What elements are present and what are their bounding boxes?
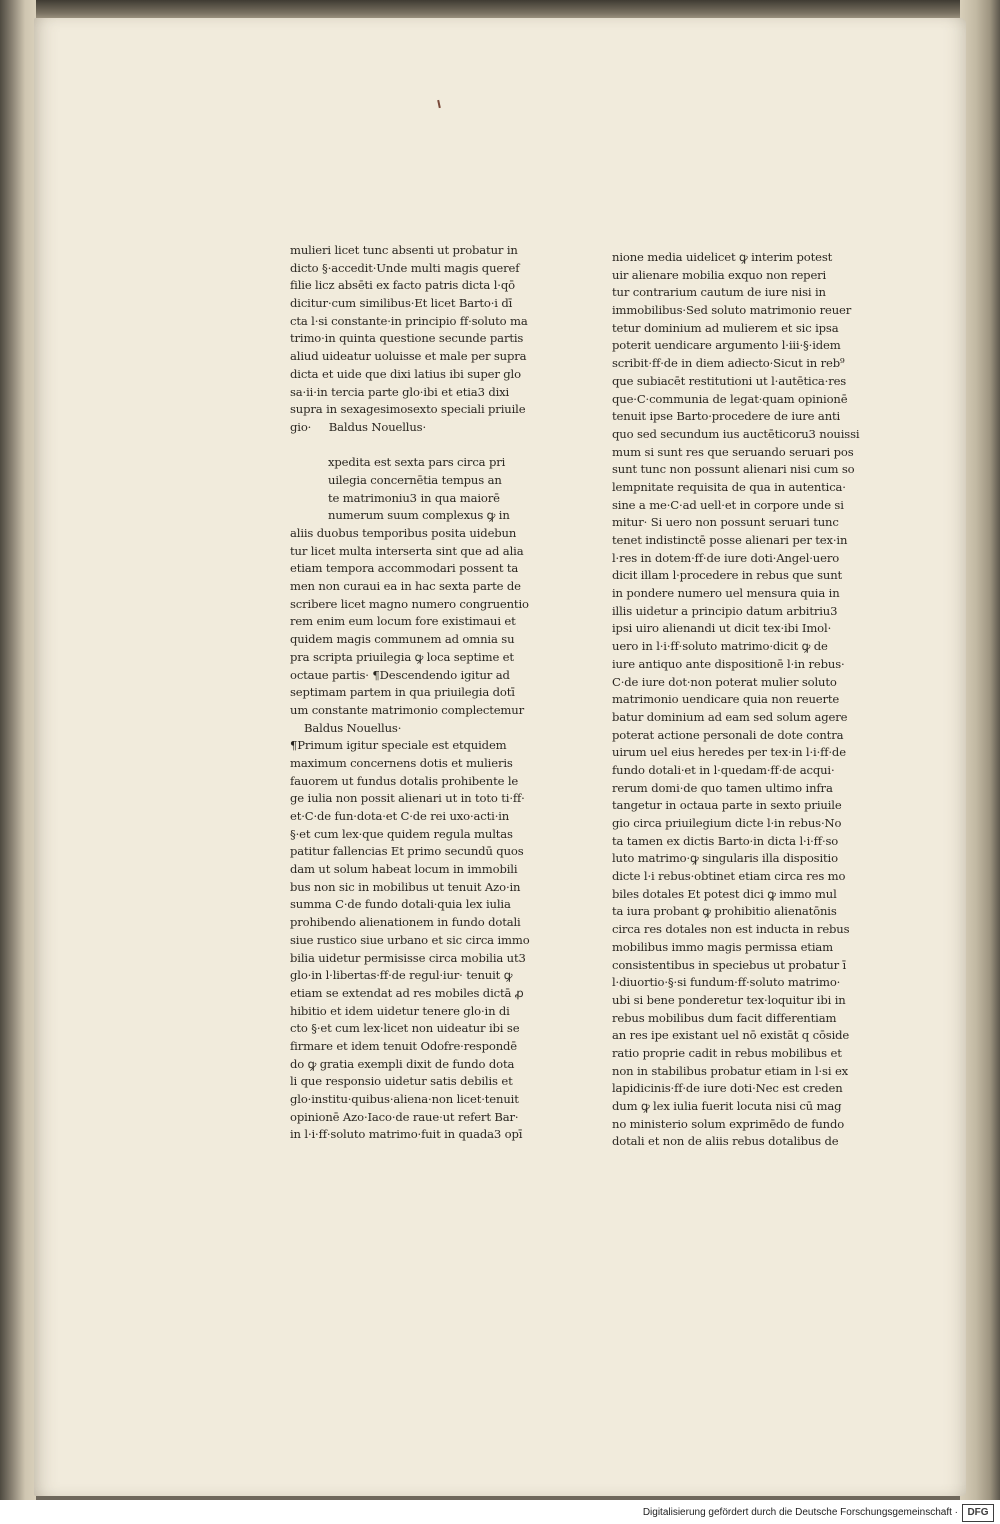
text-line: uero in l·i·ff·soluto matrimo·dicit ꝙ de: [612, 639, 828, 654]
text-line: l·diuortio·§·si fundum·ff·soluto matrimo·: [612, 975, 841, 990]
text-line: in pondere numero uel mensura quia in: [612, 586, 840, 601]
text-line: dicitur·cum similibus·Et licet Barto·i dī: [290, 296, 513, 311]
text-line: dicta et uide que dixi latius ibi super glo: [290, 366, 521, 381]
text-line: dicte l·i rebus·obtinet etiam circa res mo: [612, 869, 846, 884]
text-line: que subiacēt restitutioni ut l·autētica·res: [612, 373, 847, 388]
text-line: quidem magis communem ad omnia su: [290, 632, 515, 647]
text-line: batur dominium ad eam sed solum agere: [612, 709, 848, 724]
text-line: supra in sexagesimosexto speciali priuile: [290, 402, 526, 417]
text-line-with-author: [290, 419, 530, 437]
text-line: li que responsio uidetur satis debilis et: [290, 1074, 513, 1089]
text-line: illis uidetur a principio datum arbitriu3: [612, 603, 838, 618]
text-line: filie licz absēti ex facto patris dicta l·qō: [290, 278, 515, 293]
text-line: men non curaui ea in hac sexta parte de: [290, 579, 521, 594]
text-line: rebus mobilibus dum facit differentiam: [612, 1010, 837, 1025]
text-line: matrimonio uendicare quia non reuerte: [612, 692, 840, 707]
text-line: firmare et idem tenuit Odofre·respondē: [290, 1038, 518, 1053]
text-line: uilegia concernētia tempus an: [328, 472, 502, 487]
text-line: an res ipe existant uel nō existāt q cōside: [612, 1028, 850, 1043]
text-line: aliud uideatur uoluisse et male per supra: [290, 349, 527, 364]
text-line: tenet indistinctē posse alienari per tex·in: [612, 533, 848, 547]
text-line: tenuit ipse Barto·procedere de iure anti: [612, 409, 841, 424]
book-right-edge: [960, 0, 1000, 1500]
text-line: consistentibus in speciebus ut probatur ī: [612, 957, 847, 972]
text-line: glo·in l·libertas·ff·de regul·iur· tenuit ꝙ: [290, 968, 513, 983]
text-line: immobilibus·Sed soluto matrimonio reuer: [612, 303, 852, 318]
text-line: fauorem ut fundus dotalis prohibente le: [290, 773, 519, 788]
text-line: aliis duobus temporibus posita uidebun: [290, 526, 517, 540]
text-line: scribere licet magno numero congruentio: [290, 596, 529, 611]
text-line: dam ut solum habeat locum in immobili: [290, 862, 518, 877]
text-line: trimo·in quinta questione secunde partis: [290, 331, 524, 346]
text-line: circa res dotales non est inducta in rebus: [612, 922, 850, 937]
text-line: uir alienare mobilia exquo non reperi: [612, 267, 827, 282]
text-line: que·C·communia de legat·quam opinionē: [612, 391, 848, 406]
text-line: fundo dotali·et in l·quedam·ff·de acqui·: [612, 762, 835, 777]
text-line: prohibendo alienationem in fundo dotali: [290, 915, 521, 930]
text-line: iure antiquo ante dispositionē l·in rebus·: [612, 656, 845, 671]
text-line: mulieri licet tunc absenti ut probatur in: [290, 243, 518, 257]
text-line: do ꝙ gratia exempli dixit de fundo dota: [290, 1056, 515, 1071]
text-line: no ministerio solum exprimēdo de fundo: [612, 1116, 845, 1131]
text-line: opinionē Azo·Iaco·de raue·ut refert Bar·: [290, 1109, 519, 1124]
text-line: ¶Primum igitur speciale est etquidem: [290, 738, 507, 753]
text-line: xpedita est sexta pars circa pri: [328, 455, 506, 470]
text-line: mobilibus immo magis permissa etiam: [612, 939, 833, 954]
right-text-column: [612, 249, 862, 1151]
author-attribution: Baldus Nouellus·: [304, 720, 402, 735]
text-line: lempnitate requisita de qua in autentica·: [612, 479, 846, 494]
text-line: tetur dominium ad mulierem et sic ipsa: [612, 320, 839, 335]
text-line: biles dotales Et potest dici ꝙ immo mul: [612, 886, 837, 901]
text-line: ubi si bene ponderetur tex·loquitur ibi in: [612, 992, 846, 1007]
text-line: bus non sic in mobilibus ut tenuit Azo·in: [290, 879, 521, 894]
text-line: tangetur in octaua parte in sexto priuile: [612, 798, 842, 813]
text-line: tur contrarium cautum de iure nisi in: [612, 285, 826, 300]
text-line: poterit uendicare argumento l·iii·§·idem: [612, 338, 841, 353]
text-line: glo·institu·quibus·aliena·non licet·tenuit: [290, 1092, 519, 1106]
text-line: sine a me·C·ad uell·et in corpore unde si: [612, 497, 844, 512]
text-line: siue rustico siue urbano et sic circa immo: [290, 932, 530, 947]
text-line: pra scripta priuilegia ꝙ loca septime et: [290, 649, 514, 664]
text-line: cta l·si constante·in principio ff·soluto ma: [290, 313, 528, 328]
text-line: summa C·de fundo dotali·quia lex iulia: [290, 897, 511, 912]
text-line: cto §·et cum lex·licet non uideatur ibi se: [290, 1021, 520, 1036]
text-line: l·res in dotem·ff·de iure doti·Angel·uero: [612, 550, 840, 565]
text-line: poterat actione personali de dote contra: [612, 727, 844, 742]
author-attribution: Baldus Nouellus·: [328, 419, 426, 434]
text-line: lapidicinis·ff·de iure doti·Nec est creden: [612, 1081, 843, 1096]
text-line: tur licet multa interserta sint que ad alia: [290, 543, 524, 558]
text-line: etiam se extendat ad res mobiles dictā ꝓ: [290, 985, 524, 1000]
text-line: non in stabilibus probatur etiam in l·si ex: [612, 1063, 849, 1078]
text-line: patitur fallencias Et primo secundū quos: [290, 844, 524, 859]
text-line: te matrimoniu3 in qua maiorē: [328, 490, 500, 505]
funding-credit: Digitalisierung gefördert durch die Deutsche Forschungsgemeinschaft ·: [642, 1507, 958, 1518]
text-line: maximum concernens dotis et mulieris: [290, 755, 513, 770]
text-line: rerum domi·de quo tamen ultimo infra: [612, 780, 833, 795]
text-line: nione media uidelicet ꝙ interim potest: [612, 250, 833, 264]
text-line: mum si sunt res que seruando seruari pos: [612, 444, 854, 459]
text-line: dicto §·accedit·Unde multi magis queref: [290, 260, 520, 275]
text-line: luto matrimo·ꝙ singularis illa dispositio: [612, 851, 838, 866]
left-text-column: [290, 242, 530, 1144]
text-line: mitur· Si uero non possunt seruari tunc: [612, 515, 839, 530]
text-line: gio circa priuilegium dicte l·in rebus·No: [612, 816, 842, 830]
text-line: §·et cum lex·que quidem regula multas: [290, 826, 513, 841]
book-left-edge: [0, 0, 36, 1500]
text-line: ta iura probant ꝙ prohibitio alienatōnis: [612, 904, 837, 919]
text-line: rem enim eum locum fore existimaui et: [290, 614, 516, 629]
text-line: septimam partem in qua priuilegia dotī: [290, 685, 515, 700]
text-line: ratio proprie cadit in rebus mobilibus et: [612, 1045, 842, 1060]
text-line: scribit·ff·de in diem adiecto·Sicut in reb⁹: [612, 356, 845, 371]
text-line: uirum uel eius heredes per tex·in l·i·ff·de: [612, 745, 846, 760]
spacer: [290, 437, 530, 455]
text-line: um constante matrimonio complectemur: [290, 702, 524, 717]
text-line: dum ꝙ lex iulia fuerit locuta nisi cū mag: [612, 1099, 842, 1113]
text-line: gio·: [290, 419, 312, 434]
text-line: etiam tempora accommodari possent ta: [290, 561, 519, 576]
text-line: octaue partis· ¶Descendendo igitur ad: [290, 667, 510, 682]
text-line: dicit illam l·procedere in rebus que sunt: [612, 568, 843, 583]
text-line: C·de iure dot·non poterat mulier soluto: [612, 674, 837, 689]
text-line: in l·i·ff·soluto matrimo·fuit in quada3 opī: [290, 1127, 523, 1142]
text-line: ge iulia non possit alienari ut in toto ti·ff·: [290, 791, 525, 806]
text-line: et·C·de fun·dota·et C·de rei uxo·acti·in: [290, 809, 510, 823]
text-line: sa·ii·in tercia parte glo·ibi et etia3 dixi: [290, 384, 510, 399]
text-line: ta tamen ex dictis Barto·in dicta l·i·ff·so: [612, 833, 839, 848]
text-line: dotali et non de aliis rebus dotalibus de: [612, 1134, 839, 1149]
text-line: bilia uidetur permisisse circa mobilia ut3: [290, 950, 526, 965]
text-line: quo sed secundum ius auctēticoru3 nouissi: [612, 426, 860, 441]
dfg-logo[interactable]: DFG: [962, 1504, 994, 1522]
text-line: numerum suum complexus ꝙ in: [328, 508, 510, 523]
text-line: hibitio et idem uidetur tenere glo·in di: [290, 1003, 510, 1018]
text-line: sunt tunc non possunt alienari nisi cum so: [612, 462, 855, 477]
text-line: ipsi uiro alienandi ut dicit tex·ibi Imol·: [612, 621, 832, 636]
